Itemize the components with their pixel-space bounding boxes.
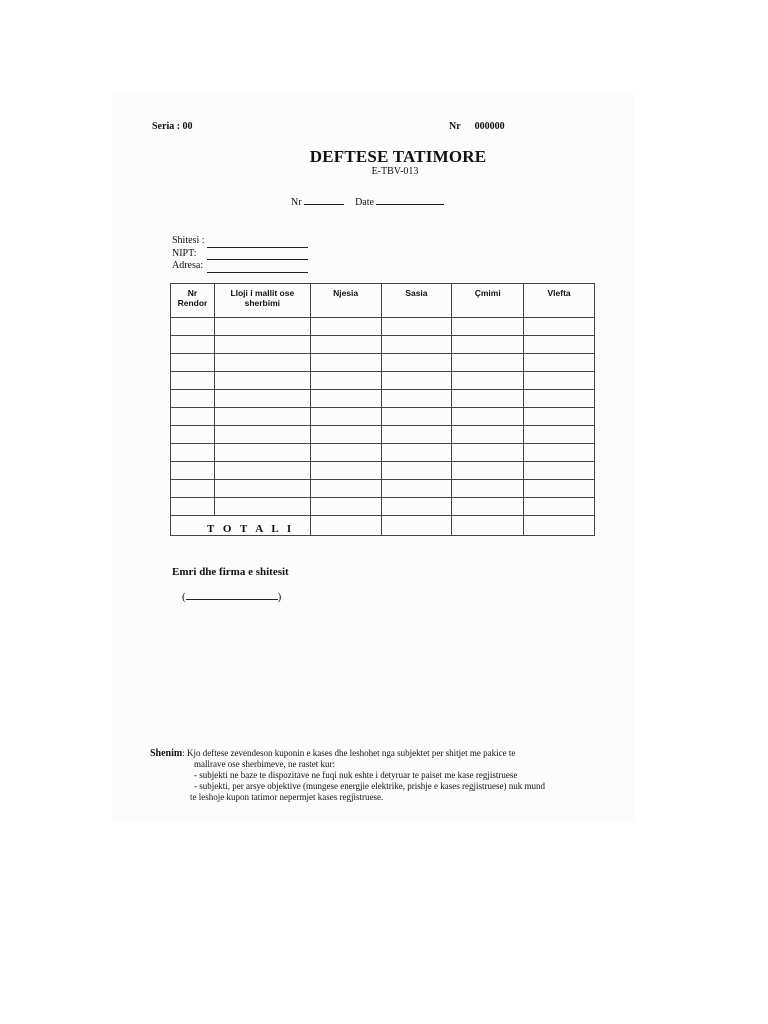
table-cell[interactable] — [171, 408, 215, 426]
note-line-5: te leshoje kupon tatimor nepermjet kases regjistruese. — [190, 792, 384, 802]
table-cell[interactable] — [214, 480, 310, 498]
table-cell[interactable] — [214, 318, 310, 336]
table-cell[interactable] — [381, 336, 452, 354]
table-cell[interactable] — [310, 426, 381, 444]
table-cell[interactable] — [452, 408, 524, 426]
table-cell[interactable] — [310, 444, 381, 462]
table-cell[interactable] — [171, 318, 215, 336]
table-row — [171, 462, 595, 480]
total-label: T O T A L I — [171, 516, 311, 536]
table-cell[interactable] — [310, 318, 381, 336]
table-cell[interactable] — [381, 498, 452, 516]
total-cell[interactable] — [381, 516, 452, 536]
table-cell[interactable] — [171, 480, 215, 498]
table-cell[interactable] — [524, 462, 595, 480]
table-cell[interactable] — [310, 354, 381, 372]
col-header-lloji: Lloji i mallit ose sherbimi — [214, 284, 310, 318]
date-label: Date — [355, 197, 374, 208]
table-cell[interactable] — [310, 498, 381, 516]
table-row — [171, 408, 595, 426]
table-cell[interactable] — [524, 390, 595, 408]
col-header-sasia: Sasia — [381, 284, 452, 318]
table-cell[interactable] — [524, 354, 595, 372]
seria-label: Seria : 00 — [152, 121, 193, 132]
table-row — [171, 336, 595, 354]
total-cell[interactable] — [452, 516, 524, 536]
total-row — [171, 516, 595, 536]
table-cell[interactable] — [310, 372, 381, 390]
table-row — [171, 390, 595, 408]
table-cell[interactable] — [214, 462, 310, 480]
note-line-4: - subjekti, per arsye objektive (mungese energjie elektrike, prishje e kases regjistruese) nuk mund — [194, 781, 545, 791]
table-cell[interactable] — [171, 444, 215, 462]
table-cell[interactable] — [171, 336, 215, 354]
note-block — [150, 748, 545, 803]
col-header-cmimi: Çmimi — [452, 284, 524, 318]
table-cell[interactable] — [452, 480, 524, 498]
document-number-label: Nr — [449, 121, 461, 132]
table-cell[interactable] — [452, 498, 524, 516]
table-cell[interactable] — [452, 390, 524, 408]
table-cell[interactable] — [524, 444, 595, 462]
adresa-field[interactable] — [207, 272, 308, 273]
table-cell[interactable] — [310, 336, 381, 354]
table-cell[interactable] — [214, 372, 310, 390]
table-cell[interactable] — [214, 444, 310, 462]
col-header-nr-rendor: Nr Rendor — [171, 284, 215, 318]
note-head: Shenim — [150, 748, 183, 759]
table-cell[interactable] — [214, 354, 310, 372]
signature-line[interactable] — [186, 599, 278, 600]
table-cell[interactable] — [452, 372, 524, 390]
table-cell[interactable] — [524, 480, 595, 498]
table-cell[interactable] — [452, 354, 524, 372]
table-cell[interactable] — [381, 354, 452, 372]
table-cell[interactable] — [381, 480, 452, 498]
table-cell[interactable] — [524, 408, 595, 426]
total-cell[interactable] — [524, 516, 595, 536]
table-cell[interactable] — [381, 426, 452, 444]
note-line-3: - subjekti ne baze te dispozitave ne fuqi nuk eshte i detyruar te paiset me kase regjistruese — [194, 770, 518, 780]
table-cell[interactable] — [171, 426, 215, 444]
table-cell[interactable] — [524, 372, 595, 390]
table-cell[interactable] — [452, 426, 524, 444]
table-cell[interactable] — [452, 462, 524, 480]
table-row — [171, 444, 595, 462]
col-header-njesia: Njesia — [310, 284, 381, 318]
table-cell[interactable] — [171, 354, 215, 372]
table-cell[interactable] — [381, 408, 452, 426]
table-cell[interactable] — [171, 462, 215, 480]
table-cell[interactable] — [214, 408, 310, 426]
total-cell[interactable] — [310, 516, 381, 536]
signature-open-paren: ( — [182, 591, 186, 603]
table-cell[interactable] — [381, 318, 452, 336]
table-cell[interactable] — [214, 426, 310, 444]
table-cell[interactable] — [381, 372, 452, 390]
table-cell[interactable] — [214, 390, 310, 408]
nipt-label: NIPT: — [172, 247, 197, 259]
table-cell[interactable] — [524, 426, 595, 444]
note-line-2: mallrave ose sherbimeve, ne rastet kur: — [194, 759, 335, 769]
table-cell[interactable] — [381, 390, 452, 408]
table-cell[interactable] — [171, 498, 215, 516]
table-cell[interactable] — [524, 498, 595, 516]
table-cell[interactable] — [524, 318, 595, 336]
table-cell[interactable] — [310, 390, 381, 408]
table-cell[interactable] — [214, 498, 310, 516]
col-header-vlefta: Vlefta — [524, 284, 595, 318]
table-row — [171, 426, 595, 444]
items-table — [170, 283, 595, 536]
seller-fields — [172, 235, 308, 273]
shitesi-label: Shitesi : — [172, 235, 205, 246]
table-cell[interactable] — [310, 480, 381, 498]
table-cell[interactable] — [381, 462, 452, 480]
table-cell[interactable] — [171, 390, 215, 408]
table-cell[interactable] — [310, 462, 381, 480]
document-number-value: 000000 — [474, 121, 505, 132]
form-code: E-TBV-013 — [371, 166, 419, 177]
table-row — [171, 480, 595, 498]
shitesi-field[interactable] — [207, 247, 308, 248]
nr-field[interactable] — [304, 204, 344, 205]
table-cell[interactable] — [452, 444, 524, 462]
table-row — [171, 354, 595, 372]
signature-label: Emri dhe firma e shitesit — [172, 566, 289, 578]
table-cell[interactable] — [381, 444, 452, 462]
document-number — [449, 121, 505, 132]
nipt-field[interactable] — [207, 259, 308, 260]
table-row — [171, 498, 595, 516]
table-cell[interactable] — [171, 372, 215, 390]
table-cell[interactable] — [524, 336, 595, 354]
note-line-1: : Kjo deftese zevendeson kuponin e kases dhe leshohet nga subjektet per shitjet me pakice te — [182, 748, 516, 758]
table-cell[interactable] — [452, 318, 524, 336]
table-row — [171, 318, 595, 336]
table-cell[interactable] — [310, 408, 381, 426]
table-header-row — [171, 284, 595, 318]
nr-label: Nr — [291, 197, 302, 208]
table-cell[interactable] — [452, 336, 524, 354]
page-title: DEFTESE TATIMORE — [309, 147, 487, 166]
table-row — [171, 372, 595, 390]
table-cell[interactable] — [214, 336, 310, 354]
date-field[interactable] — [376, 204, 444, 205]
signature-field[interactable] — [182, 591, 281, 603]
adresa-label: Adresa: — [172, 260, 204, 271]
signature-close-paren: ) — [277, 591, 282, 603]
nr-date-row — [291, 197, 444, 208]
